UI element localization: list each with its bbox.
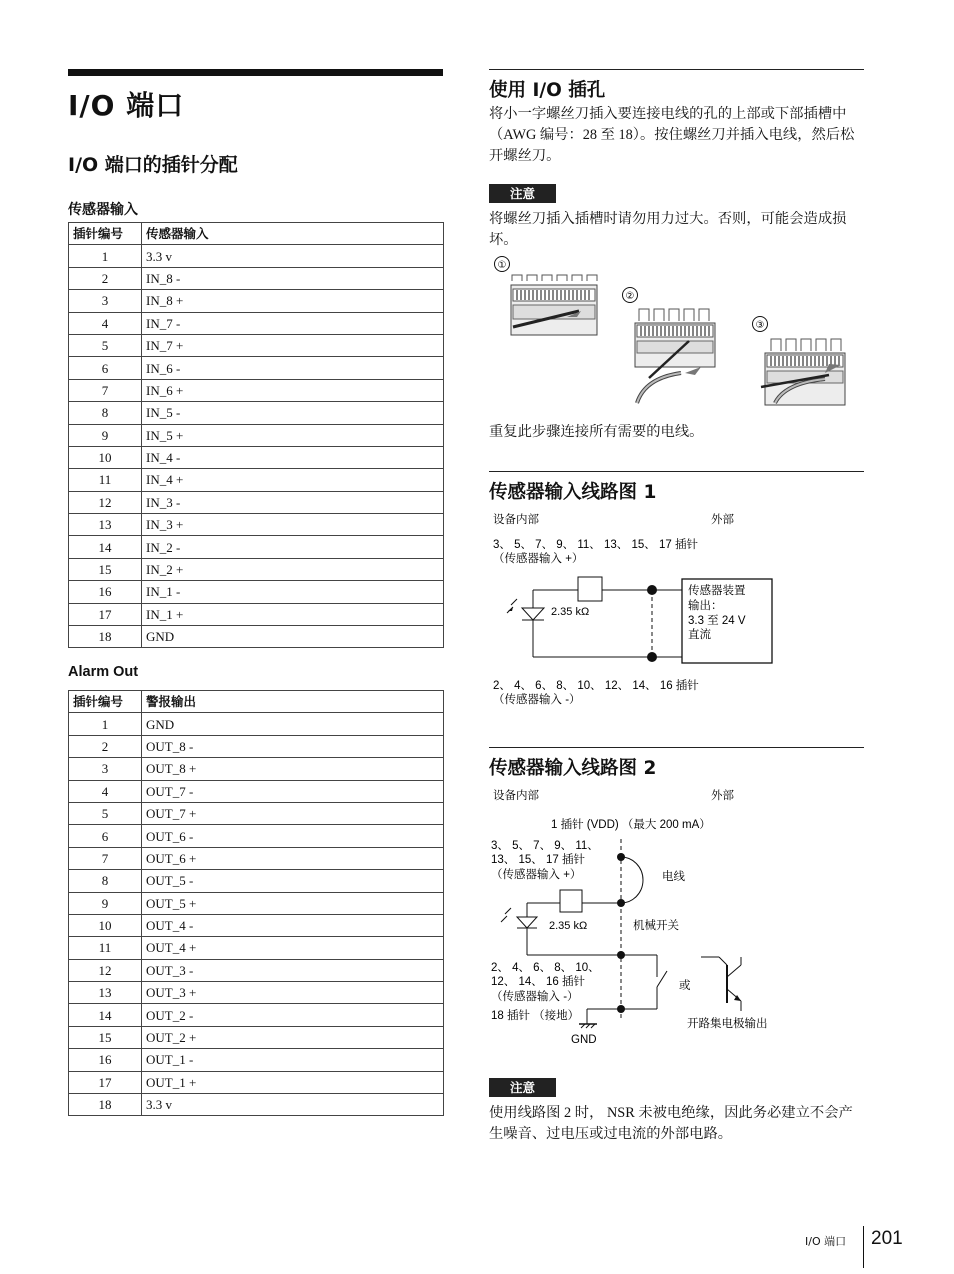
signal-cell: GND: [142, 713, 444, 735]
signal-cell: OUT_2 -: [142, 1004, 444, 1026]
table-row: [69, 334, 444, 356]
title-bar: [68, 69, 443, 76]
inside-label: 设备内部: [493, 790, 539, 802]
pin-number-cell: 11: [69, 469, 142, 491]
column-header: 警报输出: [142, 691, 444, 713]
pin-assignment-heading: I/O 端口的插针分配: [68, 154, 238, 176]
outside-label: 外部: [711, 790, 734, 802]
pin-number-cell: 15: [69, 558, 142, 580]
resistor-value: 2.35 kΩ: [549, 920, 588, 932]
table-row: [69, 245, 444, 267]
gnd-pin-label: 18 插针 （接地）: [491, 1010, 580, 1022]
signal-cell: OUT_1 +: [142, 1071, 444, 1093]
section-rule: [489, 471, 864, 472]
plus-input-label: （传感器输入 +）: [493, 553, 584, 565]
signal-cell: IN_1 -: [142, 581, 444, 603]
table-row: [69, 1094, 444, 1116]
signal-cell: IN_3 +: [142, 514, 444, 536]
pin-number-cell: 17: [69, 603, 142, 625]
pin-number-cell: 16: [69, 581, 142, 603]
resistor-symbol: [578, 577, 602, 601]
section-rule: [489, 69, 864, 70]
minus-pins-line: 2、 4、 6、 8、 10、: [491, 962, 600, 974]
sensor-circuit-1-diagram: [489, 505, 864, 717]
table-header-row: [69, 691, 444, 713]
minus-pins-line: （传感器输入 -）: [491, 991, 579, 1003]
column-header: 传感器输入: [142, 223, 444, 245]
pin-number-cell: 5: [69, 802, 142, 824]
terminal-block-2: [635, 309, 715, 403]
table-row: [69, 1026, 444, 1048]
pin-number-cell: 16: [69, 1049, 142, 1071]
transistor-symbol: [701, 957, 741, 1011]
pin-number-cell: 11: [69, 937, 142, 959]
step-3-label: ③: [755, 320, 765, 331]
pin-number-cell: 12: [69, 491, 142, 513]
table-row: [69, 735, 444, 757]
table-row: [69, 802, 444, 824]
pin-number-cell: 7: [69, 379, 142, 401]
minus-pins-line: 12、 14、 16 插针: [491, 976, 585, 988]
alarm-output-table: [68, 690, 444, 1116]
step-2-label: ②: [625, 291, 635, 302]
pin-number-cell: 14: [69, 536, 142, 558]
signal-cell: OUT_6 -: [142, 825, 444, 847]
pin-number-cell: 18: [69, 1094, 142, 1116]
signal-cell: OUT_8 -: [142, 735, 444, 757]
plus-pins-line: 3、 5、 7、 9、 11、: [491, 840, 599, 852]
table-row: [69, 870, 444, 892]
pin-number-cell: 12: [69, 959, 142, 981]
terminal-illustration: [489, 253, 864, 413]
terminal-dot: [647, 585, 657, 595]
signal-cell: OUT_7 -: [142, 780, 444, 802]
sensor-table-caption: 传感器输入: [68, 202, 138, 218]
signal-cell: 3.3 v: [142, 1094, 444, 1116]
table-row: [69, 357, 444, 379]
pin-number-cell: 10: [69, 446, 142, 468]
signal-cell: OUT_7 +: [142, 802, 444, 824]
pin-number-cell: 2: [69, 267, 142, 289]
vdd-label: 1 插针 (VDD) （最大 200 mA）: [551, 819, 711, 831]
table-row: [69, 847, 444, 869]
switch-label: 机械开关: [633, 920, 679, 932]
alarm-table-caption: Alarm Out: [68, 664, 139, 680]
signal-cell: IN_8 -: [142, 267, 444, 289]
pin-number-cell: 4: [69, 312, 142, 334]
repeat-step-text: 重复此步骤连接所有需要的电线。: [489, 424, 704, 440]
table-row: [69, 558, 444, 580]
pin-number-cell: 10: [69, 914, 142, 936]
table-row: [69, 536, 444, 558]
pin-number-cell: 2: [69, 735, 142, 757]
note-badge: 注意: [489, 184, 556, 203]
table-row: [69, 290, 444, 312]
circuit2-heading: 传感器输入线路图 2: [489, 758, 657, 779]
io-usage-heading: 使用 I/O 插孔: [489, 80, 606, 101]
signal-cell: OUT_5 +: [142, 892, 444, 914]
signal-cell: OUT_3 +: [142, 982, 444, 1004]
table-row: [69, 402, 444, 424]
outside-label: 外部: [711, 514, 734, 526]
pin-number-cell: 3: [69, 290, 142, 312]
device-line: 输出：: [688, 600, 723, 612]
pin-number-cell: 1: [69, 713, 142, 735]
resistor-symbol: [560, 890, 582, 912]
table-header-row: [69, 223, 444, 245]
table-row: [69, 937, 444, 959]
sensor-circuit-2-diagram: [489, 781, 864, 1049]
signal-cell: OUT_4 -: [142, 914, 444, 936]
section-rule: [489, 747, 864, 748]
note-text: 将螺丝刀插入插槽时请勿用力过大。否则，可能会造成损坏。: [489, 211, 847, 248]
page-number: 201: [871, 1228, 903, 1249]
pin-number-cell: 6: [69, 825, 142, 847]
step-1-label: ①: [497, 260, 507, 271]
note-text: 使用线路图 2 时， NSR 未被电绝缘，因此务必建立不会产生噪音、过电压或过电流的外部电路。: [489, 1105, 853, 1142]
terminal-block-1: [511, 275, 597, 335]
pin-number-cell: 18: [69, 626, 142, 648]
signal-cell: OUT_6 +: [142, 847, 444, 869]
table-row: [69, 892, 444, 914]
table-row: [69, 312, 444, 334]
pin-number-cell: 4: [69, 780, 142, 802]
table-row: [69, 1004, 444, 1026]
or-label: 或: [679, 980, 691, 992]
pin-number-cell: 1: [69, 245, 142, 267]
gnd-label: GND: [571, 1034, 597, 1046]
signal-cell: IN_2 +: [142, 558, 444, 580]
signal-cell: IN_7 +: [142, 334, 444, 356]
column-header: 插针编号: [69, 691, 142, 713]
column-header: 插针编号: [69, 223, 142, 245]
signal-cell: OUT_5 -: [142, 870, 444, 892]
pin-number-cell: 5: [69, 334, 142, 356]
minus-pins-label: 2、 4、 6、 8、 10、 12、 14、 16 插针: [493, 680, 699, 692]
table-row: [69, 491, 444, 513]
table-row: [69, 914, 444, 936]
pin-number-cell: 17: [69, 1071, 142, 1093]
signal-cell: IN_6 +: [142, 379, 444, 401]
table-row: [69, 758, 444, 780]
signal-cell: OUT_8 +: [142, 758, 444, 780]
plus-pins-line: 13、 15、 17 插针: [491, 854, 585, 866]
device-line: 直流: [688, 629, 711, 641]
table-row: [69, 1049, 444, 1071]
switch-symbol: [657, 971, 667, 987]
table-row: [69, 424, 444, 446]
table-row: [69, 514, 444, 536]
pin-number-cell: 3: [69, 758, 142, 780]
signal-cell: IN_4 +: [142, 469, 444, 491]
table-row: [69, 982, 444, 1004]
signal-cell: IN_5 +: [142, 424, 444, 446]
table-row: [69, 713, 444, 735]
table-row: [69, 469, 444, 491]
wire-loop: [621, 857, 643, 903]
table-row: [69, 446, 444, 468]
table-row: [69, 825, 444, 847]
io-usage-body: 将小一字螺丝刀插入要连接电线的孔的上部或下部插槽中 （AWG 编号：28 至 18）。按住螺丝刀并插入电线，然后松开螺丝刀。: [489, 106, 855, 164]
open-collector-label: 开路集电极输出: [687, 1018, 768, 1030]
device-line: 传感器装置: [688, 585, 746, 597]
minus-input-label: （传感器输入 -）: [493, 694, 581, 706]
circuit1-heading: 传感器输入线路图 1: [489, 482, 657, 503]
signal-cell: OUT_2 +: [142, 1026, 444, 1048]
terminal-dot: [647, 652, 657, 662]
plus-pins-label: 3、 5、 7、 9、 11、 13、 15、 17 插针: [493, 539, 698, 551]
signal-cell: IN_5 -: [142, 402, 444, 424]
signal-cell: IN_1 +: [142, 603, 444, 625]
pin-number-cell: 14: [69, 1004, 142, 1026]
pin-number-cell: 6: [69, 357, 142, 379]
signal-cell: OUT_3 -: [142, 959, 444, 981]
footer-section-label: I/O 端口: [805, 1235, 847, 1248]
sensor-input-table: [68, 222, 444, 648]
table-row: [69, 603, 444, 625]
signal-cell: IN_3 -: [142, 491, 444, 513]
page-title: I/O 端口: [68, 89, 185, 122]
signal-cell: 3.3 v: [142, 245, 444, 267]
pin-number-cell: 9: [69, 424, 142, 446]
pin-number-cell: 15: [69, 1026, 142, 1048]
signal-cell: OUT_1 -: [142, 1049, 444, 1071]
signal-cell: IN_4 -: [142, 446, 444, 468]
led-symbol: [517, 917, 537, 928]
pin-number-cell: 7: [69, 847, 142, 869]
table-row: [69, 780, 444, 802]
signal-cell: OUT_4 +: [142, 937, 444, 959]
footer-divider: [863, 1226, 864, 1268]
inside-label: 设备内部: [493, 514, 539, 526]
pin-number-cell: 13: [69, 982, 142, 1004]
pin-number-cell: 9: [69, 892, 142, 914]
table-row: [69, 626, 444, 648]
pin-number-cell: 8: [69, 870, 142, 892]
table-row: [69, 959, 444, 981]
pin-number-cell: 8: [69, 402, 142, 424]
signal-cell: IN_7 -: [142, 312, 444, 334]
resistor-value: 2.35 kΩ: [551, 606, 590, 618]
signal-cell: IN_8 +: [142, 290, 444, 312]
note-badge: 注意: [489, 1078, 556, 1097]
table-row: [69, 1071, 444, 1093]
signal-cell: IN_6 -: [142, 357, 444, 379]
device-line: 3.3 至 24 V: [688, 615, 746, 627]
pin-number-cell: 13: [69, 514, 142, 536]
terminal-block-3: [761, 339, 845, 405]
table-row: [69, 581, 444, 603]
signal-cell: GND: [142, 626, 444, 648]
led-symbol: [522, 608, 544, 620]
table-row: [69, 267, 444, 289]
signal-cell: IN_2 -: [142, 536, 444, 558]
plus-pins-line: （传感器输入 +）: [491, 869, 582, 881]
table-row: [69, 379, 444, 401]
wire-label: 电线: [662, 871, 685, 883]
